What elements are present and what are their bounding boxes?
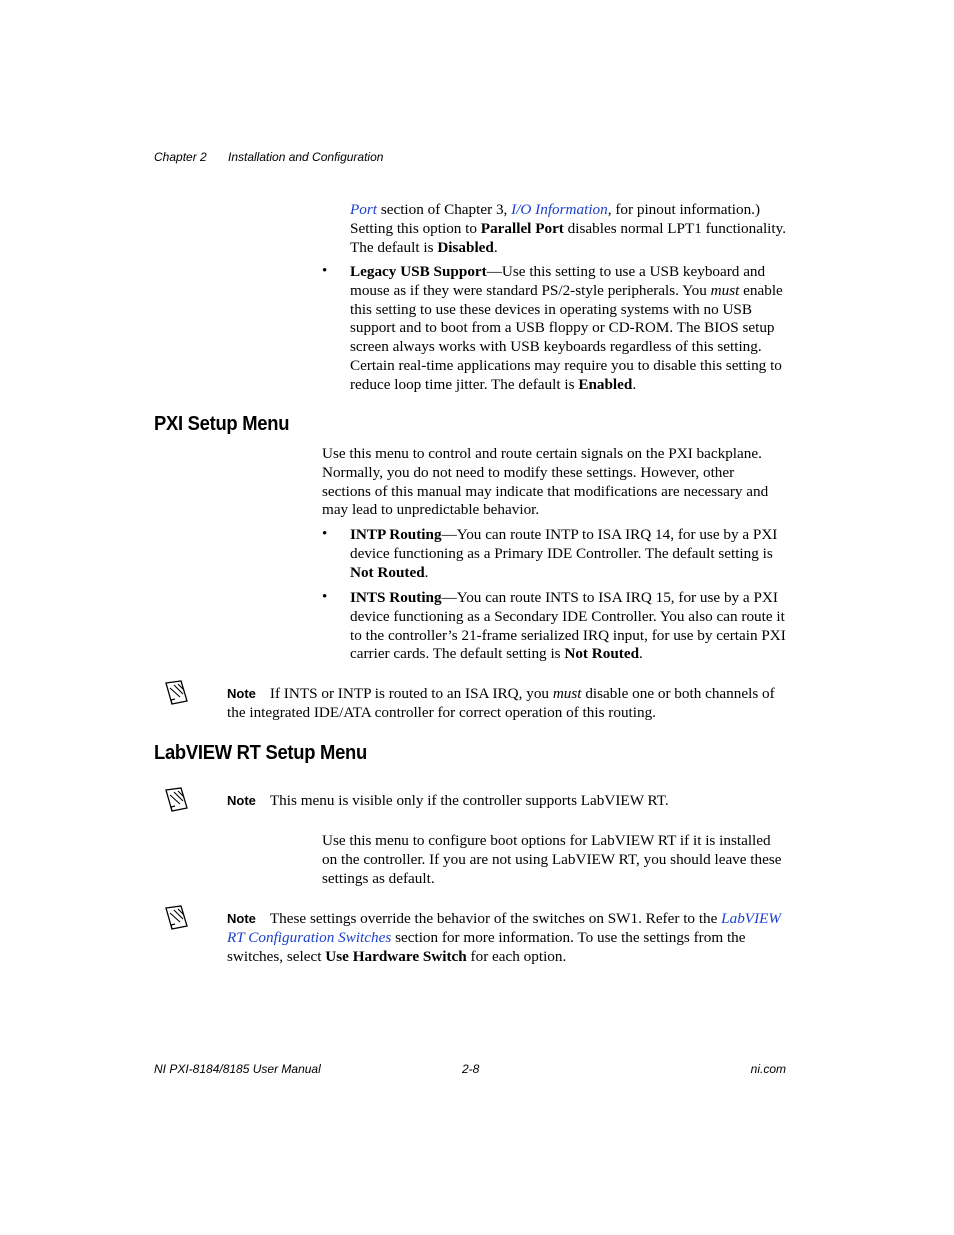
note-label: Note (227, 911, 256, 926)
header-chapter: Chapter 2 (154, 150, 207, 164)
pxi-paragraph: Use this menu to control and route certain signals on the PXI backplane. Normally, you do not need to modify these settings. However, other sections of this manual may indicate that modifications are necessary and may lead to unpredictable behavior. (322, 445, 769, 519)
legacy-usb-item: Legacy USB Support—Use this setting to use a USB keyboard and mouse as if they were standard PS/2-style peripherals. You must enable this setting to use these devices in operating systems with no USB support and to boot from a USB floppy or CD-ROM. The BIOS setup screen always works with USB keyboards regardless of this setting. Certain real-time applications may require you to disable this setting to reduce loop time jitter. The default is Enabled. (350, 263, 783, 393)
labview-note-1: Note This menu is visible only if the controller supports LabVIEW RT. (227, 792, 669, 809)
note-icon (163, 679, 191, 707)
note-icon (163, 786, 191, 814)
note-label: Note (227, 686, 256, 701)
intp-routing-item: INTP Routing—You can route INTP to ISA IRQ 14, for use by a PXI device functioning as a Primary IDE Controller. The default setting is Not Routed. (350, 526, 778, 581)
header-title: Installation and Configuration (228, 150, 384, 164)
link-labview-rt-configuration-switches[interactable]: LabVIEW RT Configuration Switches (227, 910, 782, 946)
labview-paragraph: Use this menu to configure boot options for LabVIEW RT if it is installed on the controller. If you are not using LabVIEW RT, you should leave these settings as default. (322, 832, 782, 887)
footer-page-number: 2-8 (462, 1062, 480, 1076)
bullet-marker: • (322, 589, 328, 605)
link-io-information[interactable]: I/O Information (511, 201, 608, 218)
heading-labview-rt-setup-menu: LabVIEW RT Setup Menu (154, 742, 367, 764)
labview-note-2: Note These settings override the behavior of the switches on SW1. Refer to the LabVIEW RT Configuration Switches section for more information. To use the settings from the switches, select Use Hardware Switch for each option. (227, 910, 782, 965)
bullet-marker: • (322, 263, 328, 279)
ints-routing-item: INTS Routing—You can route INTS to ISA IRQ 15, for use by a PXI device functioning as a Secondary IDE Controller. You also can route it to the controller’s 21-frame serialized IRQ input, for use by certain PXI carrier cards. The default setting is Not Routed. (350, 589, 786, 663)
footer-site: ni.com (750, 1062, 786, 1076)
pxi-note: Note If INTS or INTP is routed to an ISA IRQ, you must disable one or both channels of the integrated IDE/ATA controller for correct operation of this routing. (227, 685, 775, 721)
footer-manual-title: NI PXI-8184/8185 User Manual (154, 1062, 321, 1076)
note-icon (163, 904, 191, 932)
intro-paragraph: Port section of Chapter 3, I/O Information, for pinout information.) Setting this option to Parallel Port disables normal LPT1 functionality. The default is Disabled. (350, 201, 787, 256)
link-port[interactable]: Port (350, 201, 378, 218)
note-label: Note (227, 793, 256, 808)
bullet-marker: • (322, 526, 328, 542)
heading-pxi-setup-menu: PXI Setup Menu (154, 413, 290, 435)
